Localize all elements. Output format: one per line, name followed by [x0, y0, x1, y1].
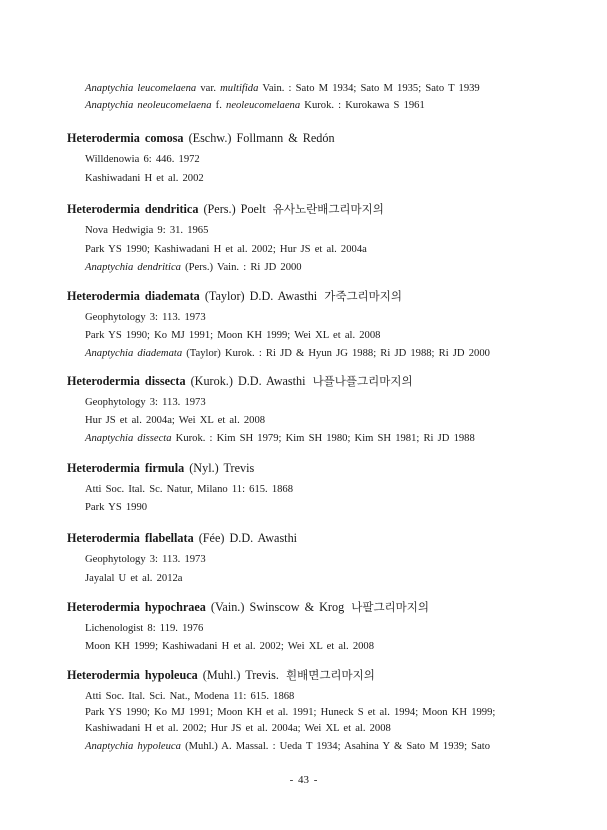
- literature-records: Park YS 1990; Kashiwadani H et al. 2002; Hur JS et al. 2004a: [85, 244, 367, 255]
- rank-label: var.: [196, 83, 221, 94]
- synonym-line: [85, 347, 490, 360]
- infraspecific-name: multifida: [220, 83, 259, 94]
- literature-records: Kashiwadani H et al. 2002; Hur JS et al. 2004a; Wei XL et al. 2008: [85, 723, 391, 734]
- korean-name: 흰배면그리마지의: [286, 668, 375, 682]
- literature-records: Park YS 1990; Ko MJ 1991; Moon KH 1999; Wei XL et al. 2008: [85, 330, 381, 341]
- author: (Fée) D.D. Awasthi: [198, 531, 298, 545]
- literature-records: Kashiwadani H et al. 2002: [85, 173, 204, 184]
- species-heading: [67, 131, 335, 146]
- publication-reference: Atti Soc. Ital. Sci. Nat., Modena 11: 615. 1868: [85, 691, 295, 702]
- author: (Eschw.) Follmann & Redón: [188, 131, 335, 145]
- synonym-name: Anaptychia hypoleuca: [85, 741, 181, 752]
- species-name: [67, 202, 198, 216]
- publication-reference: Atti Soc. Ital. Sc. Natur, Milano 11: 615. 1868: [85, 484, 294, 495]
- publication-reference: Geophytology 3: 113. 1973: [85, 554, 206, 565]
- species-heading: [67, 202, 384, 217]
- author: (Muhl.) Trevis.: [202, 668, 279, 682]
- korean-name: 나플나플그리마지의: [312, 374, 413, 388]
- literature-records: Park YS 1990: [85, 502, 148, 513]
- genus: Heterodermia: [67, 600, 140, 614]
- species-name: [67, 600, 206, 614]
- literature-records: Moon KH 1999; Kashiwadani H et al. 2002; Wei XL et al. 2008: [85, 641, 375, 652]
- genus: Heterodermia: [67, 202, 140, 216]
- author: (Kurok.) D.D. Awasthi: [190, 374, 306, 388]
- synonym-references: Kurok. : Kim SH 1979; Kim SH 1980; Kim SH 1981; Ri JD 1988: [171, 433, 475, 444]
- synonym-name: Anaptychia leucomelaena: [85, 83, 197, 94]
- species-name: [67, 131, 184, 145]
- infraspecific-name: neoleucomelaena: [226, 100, 301, 111]
- species-name: [67, 289, 200, 303]
- synonym-name: Anaptychia dendritica: [85, 262, 181, 273]
- literature-records: Hur JS et al. 2004a; Wei XL et al. 2008: [85, 415, 266, 426]
- species-heading: [67, 289, 402, 304]
- epithet: hypochraea: [144, 600, 206, 614]
- synonym-references: Kurok. : Kurokawa S 1961: [300, 100, 425, 111]
- species-heading: [67, 531, 297, 546]
- epithet: flabellata: [144, 531, 194, 545]
- synonym-line: [85, 740, 490, 753]
- publication-reference: Willdenowia 6: 446. 1972: [85, 154, 200, 165]
- species-heading: [67, 600, 429, 615]
- epithet: dendritica: [144, 202, 199, 216]
- genus: Heterodermia: [67, 289, 140, 303]
- synonym-references: (Muhl.) A. Massal. : Ueda T 1934; Asahina Y & Sato M 1939; Sato: [180, 741, 491, 752]
- synonym-line: [85, 99, 425, 112]
- synonym-references: (Taylor) Kurok. : Ri JD & Hyun JG 1988; Ri JD 1988; Ri JD 2000: [182, 348, 490, 359]
- synonym-name: Anaptychia dissecta: [85, 433, 172, 444]
- epithet: diademata: [144, 289, 200, 303]
- synonym-references: Vain. : Sato M 1934; Sato M 1935; Sato T 1939: [258, 83, 480, 94]
- synonym-line: [85, 432, 475, 445]
- publication-reference: Geophytology 3: 113. 1973: [85, 397, 206, 408]
- author: (Taylor) D.D. Awasthi: [204, 289, 318, 303]
- synonym-name: Anaptychia diademata: [85, 348, 183, 359]
- epithet: dissecta: [144, 374, 186, 388]
- korean-name: 유사노란배그리마지의: [272, 202, 384, 216]
- korean-name: 가죽그리마지의: [324, 289, 402, 303]
- page-number: - 43 -: [289, 774, 318, 786]
- literature-records: Park YS 1990; Ko MJ 1991; Moon KH et al. 1991; Huneck S et al. 1994; Moon KH 1999;: [85, 707, 496, 718]
- genus: Heterodermia: [67, 668, 140, 682]
- genus: Heterodermia: [67, 531, 140, 545]
- synonym-name: Anaptychia neoleucomelaena: [85, 100, 212, 111]
- synonym-line: [85, 82, 480, 95]
- species-name: [67, 668, 198, 682]
- synonym-line: [85, 261, 302, 274]
- author: (Vain.) Swinscow & Krog: [210, 600, 345, 614]
- author: (Pers.) Poelt: [203, 202, 266, 216]
- species-name: [67, 531, 194, 545]
- publication-reference: Geophytology 3: 113. 1973: [85, 312, 206, 323]
- epithet: hypoleuca: [144, 668, 198, 682]
- korean-name: 나팔그리마지의: [351, 600, 429, 614]
- epithet: firmula: [144, 461, 185, 475]
- rank-label: f.: [211, 100, 227, 111]
- genus: Heterodermia: [67, 461, 140, 475]
- epithet: comosa: [144, 131, 184, 145]
- publication-reference: Nova Hedwigia 9: 31. 1965: [85, 225, 209, 236]
- publication-reference: Lichenologist 8: 119. 1976: [85, 623, 204, 634]
- genus: Heterodermia: [67, 374, 140, 388]
- literature-records: Jayalal U et al. 2012a: [85, 573, 183, 584]
- species-heading: [67, 374, 413, 389]
- species-heading: [67, 668, 375, 683]
- synonym-references: (Pers.) Vain. : Ri JD 2000: [180, 262, 302, 273]
- species-name: [67, 461, 184, 475]
- genus: Heterodermia: [67, 131, 140, 145]
- species-name: [67, 374, 186, 388]
- species-heading: [67, 461, 254, 476]
- author: (Nyl.) Trevis: [189, 461, 255, 475]
